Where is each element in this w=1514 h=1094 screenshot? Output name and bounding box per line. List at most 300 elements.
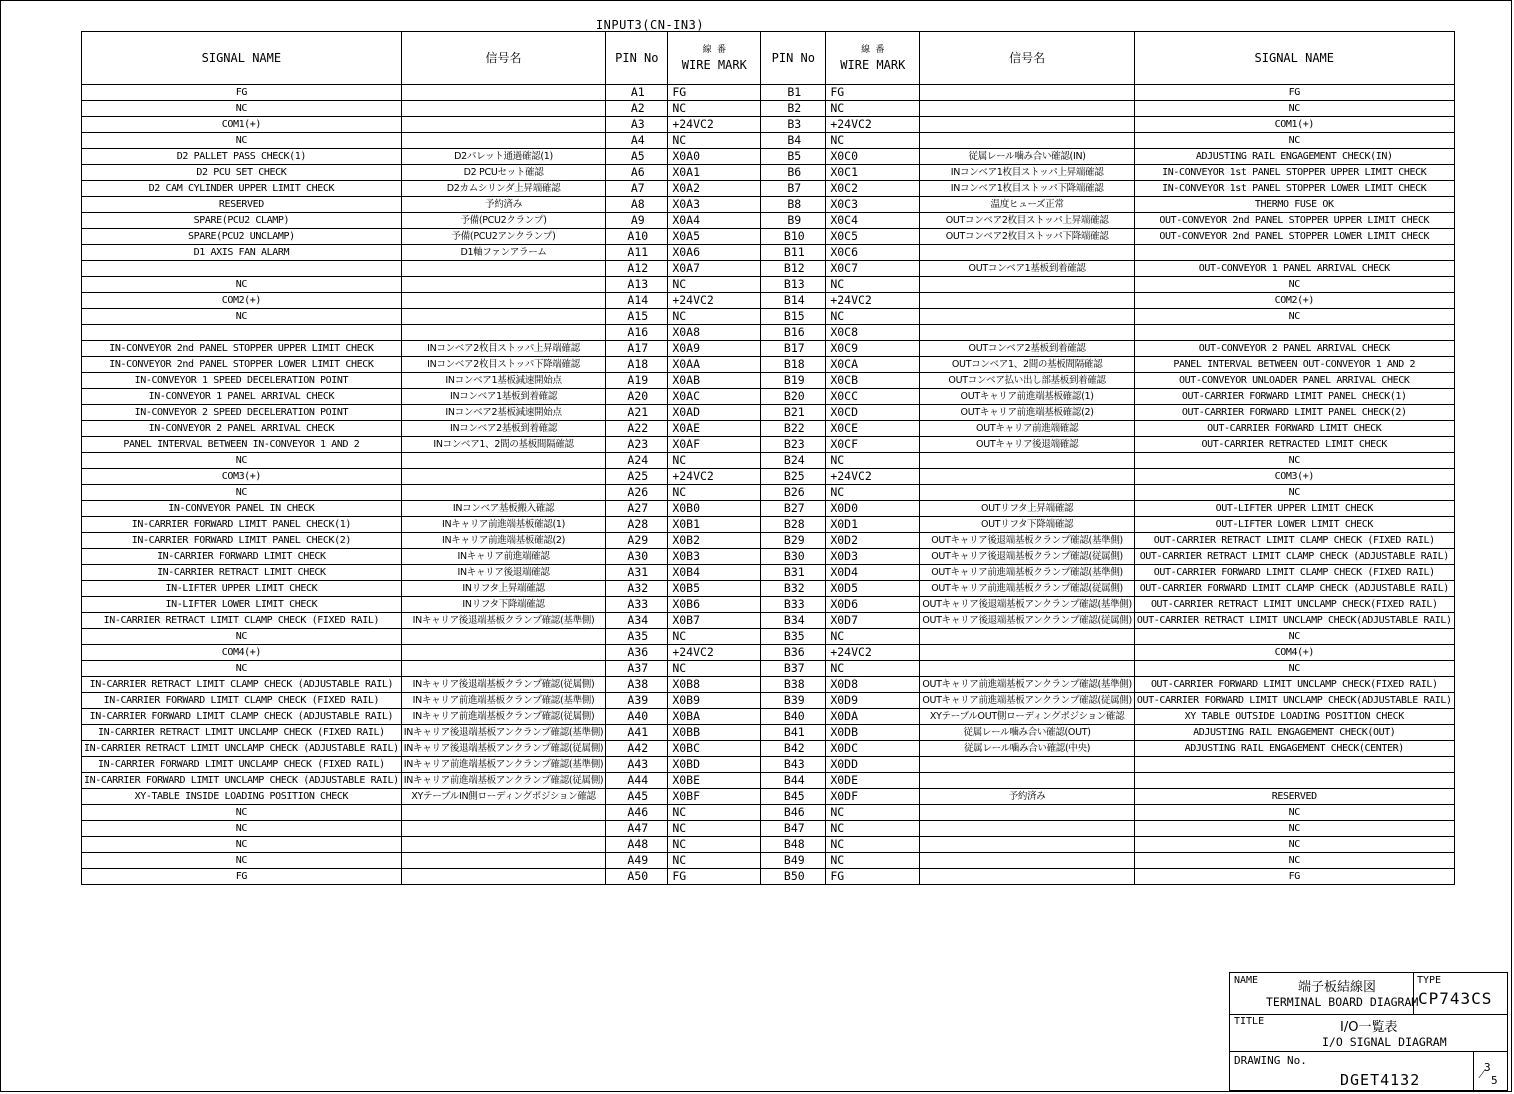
signal-name-left: IN-CARRIER FORWARD LIMIT PANEL CHECK(1) xyxy=(82,517,402,533)
signal-name-right: RESERVED xyxy=(1134,789,1454,805)
signal-name-left: NC xyxy=(82,821,402,837)
jp-name-left: INリフタ下降端確認 xyxy=(401,597,606,613)
wire-mark-a: X0A7 xyxy=(668,261,761,277)
wire-mark-a: X0B3 xyxy=(668,549,761,565)
jp-name-left: INキャリア後退端基板クランプ確認(従属側) xyxy=(401,677,606,693)
table-row xyxy=(82,821,1455,837)
wire-mark-a: X0AD xyxy=(668,405,761,421)
jp-name-left: INキャリア前進端基板クランプ確認(従属側) xyxy=(401,709,606,725)
signal-name-left: COM2(+) xyxy=(82,293,402,309)
table-row xyxy=(82,261,1455,277)
jp-name-left xyxy=(401,661,606,677)
wire-mark-a: NC xyxy=(668,277,761,293)
jp-name-right xyxy=(920,245,1135,261)
table-row xyxy=(82,757,1455,773)
pin-b: B48 xyxy=(761,837,826,853)
signal-name-left: IN-CARRIER FORWARD LIMIT CLAMP CHECK (FIXED RAIL) xyxy=(82,693,402,709)
table-row xyxy=(82,613,1455,629)
wire-mark-b: X0DC xyxy=(826,741,920,757)
jp-name-right xyxy=(920,837,1135,853)
title-block xyxy=(1229,972,1508,1091)
jp-name-left: INキャリア前進端基板クランプ確認(基準側) xyxy=(401,693,606,709)
signal-name-right: OUT-CARRIER FORWARD LIMIT CHECK xyxy=(1134,421,1454,437)
pin-b: B26 xyxy=(761,485,826,501)
wire-mark-b: X0CB xyxy=(826,373,920,389)
pin-a: A39 xyxy=(606,693,668,709)
pin-a: A2 xyxy=(606,101,668,117)
pin-a: A16 xyxy=(606,325,668,341)
signal-name-left: SPARE(PCU2 UNCLAMP) xyxy=(82,229,402,245)
pin-b: B44 xyxy=(761,773,826,789)
table-row xyxy=(82,709,1455,725)
jp-name-left xyxy=(401,485,606,501)
signal-name-right: OUT-CONVEYOR 2nd PANEL STOPPER UPPER LIMIT CHECK xyxy=(1134,213,1454,229)
jp-name-left: INコンベア1、2間の基板間隔確認 xyxy=(401,437,606,453)
pin-b: B31 xyxy=(761,565,826,581)
title-block-divider xyxy=(1230,1051,1507,1052)
pin-b: B33 xyxy=(761,597,826,613)
wire-mark-b: X0C6 xyxy=(826,245,920,261)
wire-mark-a: +24VC2 xyxy=(668,645,761,661)
pin-a: A38 xyxy=(606,677,668,693)
jp-name-right: OUTキャリア後退端基板クランプ確認(従属側) xyxy=(920,549,1135,565)
wire-mark-b: X0D8 xyxy=(826,677,920,693)
signal-name-right: FG xyxy=(1134,85,1454,101)
jp-name-right xyxy=(920,661,1135,677)
wire-mark-b: X0C8 xyxy=(826,325,920,341)
table-row xyxy=(82,293,1455,309)
jp-name-left: INキャリア後退端基板アンクランプ確認(従属側) xyxy=(401,741,606,757)
wire-mark-a: NC xyxy=(668,805,761,821)
signal-name-left xyxy=(82,325,402,341)
signal-name-right: NC xyxy=(1134,453,1454,469)
wire-mark-a: +24VC2 xyxy=(668,293,761,309)
wire-mark-b: NC xyxy=(826,661,920,677)
jp-name-left: INキャリア後退端確認 xyxy=(401,565,606,581)
pin-a: A27 xyxy=(606,501,668,517)
pin-b: B1 xyxy=(761,85,826,101)
header-signal-name-left: SIGNAL NAME xyxy=(82,32,402,85)
drawing-no-label: DRAWING No. xyxy=(1234,1054,1307,1067)
pin-b: B49 xyxy=(761,853,826,869)
signal-name-right: OUT-CARRIER RETRACT LIMIT CLAMP CHECK (FIXED RAIL) xyxy=(1134,533,1454,549)
signal-name-left: IN-CARRIER FORWARD LIMIT PANEL CHECK(2) xyxy=(82,533,402,549)
signal-name-right: NC xyxy=(1134,133,1454,149)
signal-name-right: NC xyxy=(1134,661,1454,677)
pin-a: A10 xyxy=(606,229,668,245)
pin-a: A5 xyxy=(606,149,668,165)
pin-b: B25 xyxy=(761,469,826,485)
wire-mark-b: +24VC2 xyxy=(826,117,920,133)
signal-name-left: IN-CARRIER RETRACT LIMIT CLAMP CHECK (ADJUSTABLE RAIL) xyxy=(82,677,402,693)
signal-name-right: PANEL INTERVAL BETWEEN OUT-CONVEYOR 1 AND 2 xyxy=(1134,357,1454,373)
signal-name-right: OUT-LIFTER UPPER LIMIT CHECK xyxy=(1134,501,1454,517)
jp-name-right xyxy=(920,869,1135,885)
jp-name-right xyxy=(920,117,1135,133)
jp-name-right: OUTコンベア払い出し部基板到着確認 xyxy=(920,373,1135,389)
table-row xyxy=(82,581,1455,597)
pin-a: A48 xyxy=(606,837,668,853)
jp-name-right: OUTコンベア2基板到着確認 xyxy=(920,341,1135,357)
table-row xyxy=(82,725,1455,741)
jp-name-right: 予約済み xyxy=(920,789,1135,805)
jp-name-right xyxy=(920,821,1135,837)
pin-a: A19 xyxy=(606,373,668,389)
jp-name-right xyxy=(920,133,1135,149)
pin-a: A12 xyxy=(606,261,668,277)
header-wire-mark-b-en: WIRE MARK xyxy=(840,58,906,72)
jp-name-right xyxy=(920,773,1135,789)
pin-a: A36 xyxy=(606,645,668,661)
jp-name-left xyxy=(401,85,606,101)
jp-name-left: INコンベア基板搬入確認 xyxy=(401,501,606,517)
type-label: TYPE xyxy=(1417,975,1442,986)
wire-mark-a: X0B5 xyxy=(668,581,761,597)
header-wire-mark-a xyxy=(668,32,761,85)
table-row xyxy=(82,149,1455,165)
signal-name-left: NC xyxy=(82,133,402,149)
jp-name-right: OUTキャリア後退端基板アンクランプ確認(基準側) xyxy=(920,597,1135,613)
signal-name-right: OUT-CONVEYOR 2 PANEL ARRIVAL CHECK xyxy=(1134,341,1454,357)
jp-name-right: OUTコンベア1、2間の基板間隔確認 xyxy=(920,357,1135,373)
wire-mark-b: NC xyxy=(826,821,920,837)
jp-name-left: D2パレット通過確認(1) xyxy=(401,149,606,165)
jp-name-left: INコンベア2基板減速開始点 xyxy=(401,405,606,421)
pin-b: B47 xyxy=(761,821,826,837)
name-label: NAME xyxy=(1234,975,1259,986)
jp-name-left: D1軸ファンアラーム xyxy=(401,245,606,261)
table-row xyxy=(82,357,1455,373)
pin-a: A9 xyxy=(606,213,668,229)
wire-mark-b: X0D5 xyxy=(826,581,920,597)
wire-mark-b: X0C3 xyxy=(826,197,920,213)
wire-mark-b: NC xyxy=(826,453,920,469)
pin-a: A1 xyxy=(606,85,668,101)
pin-b: B34 xyxy=(761,613,826,629)
signal-name-left: IN-CARRIER FORWARD LIMIT UNCLAMP CHECK (FIXED RAIL) xyxy=(82,757,402,773)
header-jp-name-right: 信号名 xyxy=(920,32,1135,85)
signal-name-right: NC xyxy=(1134,309,1454,325)
pin-b: B14 xyxy=(761,293,826,309)
jp-name-left xyxy=(401,645,606,661)
jp-name-left: 予備(PCU2アンクランプ) xyxy=(401,229,606,245)
jp-name-right: OUTコンベア2枚目ストッパ下降端確認 xyxy=(920,229,1135,245)
table-row xyxy=(82,453,1455,469)
wire-mark-a: X0A9 xyxy=(668,341,761,357)
pin-a: A14 xyxy=(606,293,668,309)
jp-name-left xyxy=(401,853,606,869)
pin-b: B29 xyxy=(761,533,826,549)
jp-name-right: XYテーブルOUT側ローディングポジション確認 xyxy=(920,709,1135,725)
jp-name-left: INキャリア後退端基板アンクランプ確認(基準側) xyxy=(401,725,606,741)
signal-name-right: OUT-LIFTER LOWER LIMIT CHECK xyxy=(1134,517,1454,533)
pin-b: B16 xyxy=(761,325,826,341)
table-row xyxy=(82,325,1455,341)
wire-mark-b: FG xyxy=(826,869,920,885)
pin-assignment-table xyxy=(81,31,1455,885)
jp-name-right xyxy=(920,101,1135,117)
drawing-no: DGET4132 xyxy=(1340,1071,1421,1089)
table-row xyxy=(82,341,1455,357)
signal-name-left: NC xyxy=(82,805,402,821)
signal-name-right: OUT-CARRIER FORWARD LIMIT PANEL CHECK(2) xyxy=(1134,405,1454,421)
signal-name-left: NC xyxy=(82,629,402,645)
signal-name-right: OUT-CARRIER RETRACT LIMIT CLAMP CHECK (ADJUSTABLE RAIL) xyxy=(1134,549,1454,565)
signal-name-left: D2 CAM CYLINDER UPPER LIMIT CHECK xyxy=(82,181,402,197)
pin-b: B7 xyxy=(761,181,826,197)
signal-name-left: NC xyxy=(82,453,402,469)
signal-name-right: OUT-CONVEYOR 2nd PANEL STOPPER LOWER LIMIT CHECK xyxy=(1134,229,1454,245)
table-row xyxy=(82,117,1455,133)
signal-name-right: COM4(+) xyxy=(1134,645,1454,661)
signal-name-left xyxy=(82,261,402,277)
table-row xyxy=(82,853,1455,869)
jp-name-left xyxy=(401,821,606,837)
wire-mark-b: X0D7 xyxy=(826,613,920,629)
jp-name-right: 従属レール噛み合い確認(OUT) xyxy=(920,725,1135,741)
signal-name-left: FG xyxy=(82,85,402,101)
wire-mark-a: +24VC2 xyxy=(668,469,761,485)
jp-name-left xyxy=(401,805,606,821)
wire-mark-b: X0DE xyxy=(826,773,920,789)
table-row xyxy=(82,437,1455,453)
wire-mark-b: NC xyxy=(826,837,920,853)
pin-a: A31 xyxy=(606,565,668,581)
wire-mark-a: NC xyxy=(668,101,761,117)
signal-name-right: NC xyxy=(1134,629,1454,645)
wire-mark-b: X0C1 xyxy=(826,165,920,181)
pin-b: B5 xyxy=(761,149,826,165)
pin-b: B40 xyxy=(761,709,826,725)
signal-name-left: SPARE(PCU2 CLAMP) xyxy=(82,213,402,229)
jp-name-left: INコンベア2枚目ストッパ下降端確認 xyxy=(401,357,606,373)
pin-a: A35 xyxy=(606,629,668,645)
signal-name-right: THERMO FUSE OK xyxy=(1134,197,1454,213)
table-row xyxy=(82,565,1455,581)
jp-name-right: OUTキャリア前進端基板クランプ確認(従属側) xyxy=(920,581,1135,597)
signal-name-left: IN-CONVEYOR 2 PANEL ARRIVAL CHECK xyxy=(82,421,402,437)
jp-name-right xyxy=(920,805,1135,821)
jp-name-left xyxy=(401,453,606,469)
pin-b: B8 xyxy=(761,197,826,213)
signal-name-right: OUT-CARRIER FORWARD LIMIT CLAMP CHECK (FIXED RAIL) xyxy=(1134,565,1454,581)
jp-name-left xyxy=(401,261,606,277)
jp-name-left: INキャリア前進端基板アンクランプ確認(従属側) xyxy=(401,773,606,789)
wire-mark-b: X0C5 xyxy=(826,229,920,245)
name-jp: 端子板結線図 xyxy=(1298,980,1377,995)
wire-mark-a: X0BF xyxy=(668,789,761,805)
signal-name-left: FG xyxy=(82,869,402,885)
wire-mark-b: X0D2 xyxy=(826,533,920,549)
wire-mark-b: X0DB xyxy=(826,725,920,741)
signal-name-right xyxy=(1134,757,1454,773)
pin-b: B20 xyxy=(761,389,826,405)
jp-name-right: INコンベア1枚目ストッパ上昇端確認 xyxy=(920,165,1135,181)
table-row xyxy=(82,133,1455,149)
wire-mark-a: FG xyxy=(668,85,761,101)
signal-name-right: XY TABLE OUTSIDE LOADING POSITION CHECK xyxy=(1134,709,1454,725)
wire-mark-b: X0CA xyxy=(826,357,920,373)
pin-b: B10 xyxy=(761,229,826,245)
signal-name-right: IN-CONVEYOR 1st PANEL STOPPER UPPER LIMIT CHECK xyxy=(1134,165,1454,181)
table-row xyxy=(82,661,1455,677)
jp-name-left: INキャリア前進端基板確認(1) xyxy=(401,517,606,533)
wire-mark-b: X0D4 xyxy=(826,565,920,581)
jp-name-left xyxy=(401,325,606,341)
pin-a: A18 xyxy=(606,357,668,373)
table-row xyxy=(82,693,1455,709)
pin-a: A6 xyxy=(606,165,668,181)
jp-name-left: INキャリア後退端基板クランプ確認(基準側) xyxy=(401,613,606,629)
wire-mark-b: X0D0 xyxy=(826,501,920,517)
signal-name-right: NC xyxy=(1134,853,1454,869)
wire-mark-b: X0C4 xyxy=(826,213,920,229)
table-row xyxy=(82,229,1455,245)
jp-name-right: OUTコンベア1基板到着確認 xyxy=(920,261,1135,277)
jp-name-left xyxy=(401,629,606,645)
header-pin-no-b: PIN No xyxy=(761,32,826,85)
signal-name-left: IN-CONVEYOR 2nd PANEL STOPPER UPPER LIMIT CHECK xyxy=(82,341,402,357)
signal-name-left: RESERVED xyxy=(82,197,402,213)
jp-name-left: INリフタ上昇端確認 xyxy=(401,581,606,597)
pin-a: A41 xyxy=(606,725,668,741)
signal-name-left: NC xyxy=(82,309,402,325)
pin-b: B4 xyxy=(761,133,826,149)
pin-b: B28 xyxy=(761,517,826,533)
wire-mark-b: +24VC2 xyxy=(826,293,920,309)
jp-name-right xyxy=(920,469,1135,485)
signal-name-right: OUT-CARRIER FORWARD LIMIT UNCLAMP CHECK(FIXED RAIL) xyxy=(1134,677,1454,693)
header-jp-name-left: 信号名 xyxy=(401,32,606,85)
signal-name-left: IN-CONVEYOR 1 PANEL ARRIVAL CHECK xyxy=(82,389,402,405)
pin-a: A25 xyxy=(606,469,668,485)
jp-name-right xyxy=(920,757,1135,773)
pin-b: B11 xyxy=(761,245,826,261)
table-row xyxy=(82,869,1455,885)
wire-mark-b: X0CF xyxy=(826,437,920,453)
pin-b: B13 xyxy=(761,277,826,293)
wire-mark-b: X0D3 xyxy=(826,549,920,565)
wire-mark-b: X0C7 xyxy=(826,261,920,277)
wire-mark-b: +24VC2 xyxy=(826,469,920,485)
jp-name-left: INコンベア2基板到着確認 xyxy=(401,421,606,437)
table-row xyxy=(82,517,1455,533)
jp-name-left: INコンベア1基板減速開始点 xyxy=(401,373,606,389)
jp-name-right: OUTキャリア後退端基板アンクランプ確認(従属側) xyxy=(920,613,1135,629)
table-row xyxy=(82,549,1455,565)
wire-mark-b: X0D9 xyxy=(826,693,920,709)
wire-mark-a: X0AC xyxy=(668,389,761,405)
table-row xyxy=(82,677,1455,693)
signal-name-left: IN-CARRIER RETRACT LIMIT UNCLAMP CHECK (ADJUSTABLE RAIL) xyxy=(82,741,402,757)
pin-a: A49 xyxy=(606,853,668,869)
pin-b: B22 xyxy=(761,421,826,437)
pin-b: B37 xyxy=(761,661,826,677)
pin-a: A30 xyxy=(606,549,668,565)
jp-name-right: OUTキャリア前進端基板クランプ確認(基準側) xyxy=(920,565,1135,581)
jp-name-left: INキャリア前進端基板確認(2) xyxy=(401,533,606,549)
signal-name-right xyxy=(1134,245,1454,261)
pin-a: A8 xyxy=(606,197,668,213)
signal-name-right: OUT-CARRIER FORWARD LIMIT PANEL CHECK(1) xyxy=(1134,389,1454,405)
jp-name-right xyxy=(920,85,1135,101)
signal-name-left: XY-TABLE INSIDE LOADING POSITION CHECK xyxy=(82,789,402,805)
table-row xyxy=(82,405,1455,421)
wire-mark-b: NC xyxy=(826,101,920,117)
table-row xyxy=(82,101,1455,117)
table-row xyxy=(82,533,1455,549)
pin-b: B17 xyxy=(761,341,826,357)
pin-b: B36 xyxy=(761,645,826,661)
table-row xyxy=(82,741,1455,757)
pin-a: A43 xyxy=(606,757,668,773)
wire-mark-a: NC xyxy=(668,821,761,837)
wire-mark-b: X0CC xyxy=(826,389,920,405)
wire-mark-a: X0A8 xyxy=(668,325,761,341)
jp-name-left: XYテーブルIN側ローディングポジション確認 xyxy=(401,789,606,805)
pin-b: B46 xyxy=(761,805,826,821)
table-row xyxy=(82,837,1455,853)
pin-a: A44 xyxy=(606,773,668,789)
wire-mark-a: +24VC2 xyxy=(668,117,761,133)
signal-name-right: NC xyxy=(1134,821,1454,837)
wire-mark-b: X0D1 xyxy=(826,517,920,533)
jp-name-right: OUTコンベア2枚目ストッパ上昇端確認 xyxy=(920,213,1135,229)
wire-mark-a: NC xyxy=(668,837,761,853)
signal-name-right: OUT-CARRIER RETRACTED LIMIT CHECK xyxy=(1134,437,1454,453)
header-wire-mark-b xyxy=(826,32,920,85)
pin-b: B42 xyxy=(761,741,826,757)
jp-name-right xyxy=(920,309,1135,325)
signal-name-right: ADJUSTING RAIL ENGAGEMENT CHECK(CENTER) xyxy=(1134,741,1454,757)
wire-mark-a: NC xyxy=(668,661,761,677)
table-row xyxy=(82,629,1455,645)
type-value: CP743CS xyxy=(1418,989,1493,1008)
wire-mark-b: X0D6 xyxy=(826,597,920,613)
pin-a: A47 xyxy=(606,821,668,837)
pin-a: A26 xyxy=(606,485,668,501)
signal-name-right: IN-CONVEYOR 1st PANEL STOPPER LOWER LIMIT CHECK xyxy=(1134,181,1454,197)
signal-name-left: NC xyxy=(82,661,402,677)
pin-b: B27 xyxy=(761,501,826,517)
pin-a: A42 xyxy=(606,741,668,757)
wire-mark-a: X0BB xyxy=(668,725,761,741)
signal-name-right: COM2(+) xyxy=(1134,293,1454,309)
pin-rows xyxy=(82,85,1455,885)
wire-mark-b: NC xyxy=(826,309,920,325)
table-row xyxy=(82,501,1455,517)
pin-a: A28 xyxy=(606,517,668,533)
jp-name-right xyxy=(920,629,1135,645)
title-block-divider xyxy=(1230,1014,1507,1015)
jp-name-left: 予約済み xyxy=(401,197,606,213)
wire-mark-b: X0C9 xyxy=(826,341,920,357)
jp-name-right xyxy=(920,325,1135,341)
wire-mark-a: NC xyxy=(668,485,761,501)
signal-name-right: NC xyxy=(1134,837,1454,853)
pin-a: A15 xyxy=(606,309,668,325)
jp-name-left: 予備(PCU2クランプ) xyxy=(401,213,606,229)
wire-mark-a: NC xyxy=(668,629,761,645)
wire-mark-a: X0A4 xyxy=(668,213,761,229)
jp-name-right: 温度ヒューズ正常 xyxy=(920,197,1135,213)
pin-a: A24 xyxy=(606,453,668,469)
pin-a: A22 xyxy=(606,421,668,437)
signal-name-left: D2 PALLET PASS CHECK(1) xyxy=(82,149,402,165)
pin-b: B50 xyxy=(761,869,826,885)
pin-a: A29 xyxy=(606,533,668,549)
jp-name-right: OUTキャリア前進端確認 xyxy=(920,421,1135,437)
